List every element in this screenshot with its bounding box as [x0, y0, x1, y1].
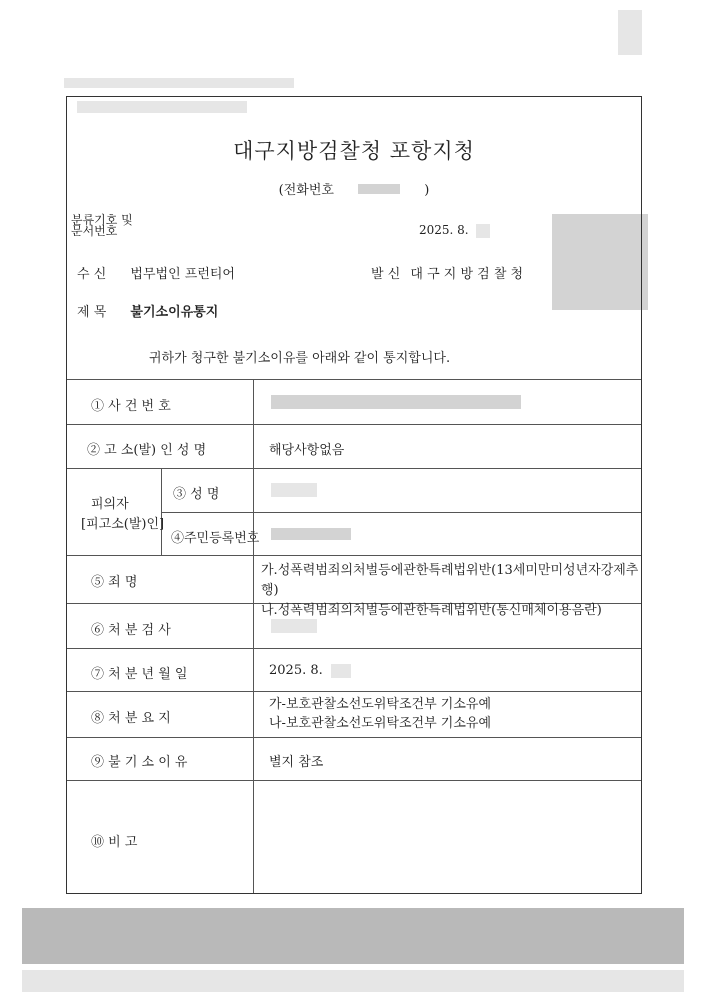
sender-line [371, 263, 523, 282]
charges-values [261, 561, 641, 621]
remarks-label: ⑩ 비 고 [91, 835, 138, 850]
reason-label: ⑨ 불 기 소 이 유 [91, 755, 188, 770]
office-title: 대구지방검찰청 포항지청 [233, 139, 475, 163]
charges-label: ⑤ 죄 명 [91, 575, 138, 590]
redacted-phone [358, 184, 400, 194]
prosecutor-label: ⑥ 처 분 검 사 [91, 623, 171, 638]
disposition-date-value: 2025. 8. [269, 663, 351, 678]
redacted-form-header [77, 101, 247, 113]
redacted-case-number [271, 395, 521, 409]
sender-value: 대 구 지 방 검 찰 청 [410, 267, 524, 282]
suspect-group-label: 피의자 [피고소(발)인] [81, 497, 165, 532]
case-number-label: ① 사 건 번 호 [91, 399, 171, 414]
redacted-disposition-day [331, 664, 351, 678]
document-date: 2025. 8. [419, 223, 490, 238]
subject-line [77, 301, 218, 320]
reason-value: 별지 참조 [269, 755, 324, 770]
recipient-value: 법무법인 프런티어 [130, 267, 235, 282]
suspect-id-label: ④주민등록번호 [171, 531, 260, 546]
recipient-line [77, 263, 235, 282]
redacted-prosecutor [271, 619, 317, 633]
sender-label: 발 신 [371, 267, 401, 282]
intro-text: 귀하가 청구한 불기소이유를 아래와 같이 통지합니다. [149, 351, 451, 366]
doc-number-label: 분류기호 및 문서번호 [71, 213, 133, 238]
redacted-corner-mark [618, 10, 642, 55]
disposition-summary-label: ⑧ 처 분 요 지 [91, 711, 171, 726]
phone-line [67, 179, 641, 198]
redacted-footer-block [22, 908, 684, 964]
subject-label: 제 목 [77, 305, 107, 320]
redacted-suspect-id [271, 528, 351, 540]
suspect-name-label: ③ 성 명 [173, 487, 220, 502]
phone-label: (전화번호 [278, 183, 334, 198]
redacted-footer-line [22, 970, 684, 992]
phone-close: ) [424, 183, 430, 198]
charge-item: 가.성폭력범죄의처벌등에관한특례법위반(13세미만미성년자강제추행) [261, 563, 639, 598]
disposition-summary-values [269, 695, 491, 733]
recipient-label: 수 신 [77, 267, 107, 282]
charge-item: 나.성폭력범죄의처벌등에관한특례법위반(통신매체이용음란) [261, 603, 602, 618]
disposition-date-label: ⑦ 처 분 년 월 일 [91, 667, 188, 682]
summary-item: 가-보호관찰소선도위탁조건부 기소유예 [269, 697, 492, 712]
redacted-header-text [64, 78, 294, 88]
redacted-day [476, 224, 490, 238]
complainant-value: 해당사항없음 [269, 443, 345, 458]
notice-form [66, 96, 642, 894]
summary-item: 나-보호관찰소선도위탁조건부 기소유예 [269, 716, 492, 731]
redacted-suspect-name [271, 483, 317, 497]
subject-value: 불기소이유통지 [130, 305, 219, 320]
complainant-label: ② 고 소(발) 인 성 명 [87, 443, 207, 458]
